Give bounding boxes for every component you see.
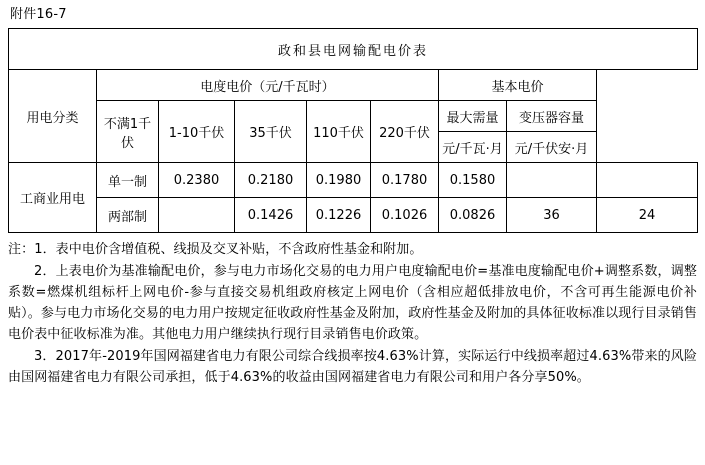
cell-single-max-demand <box>507 163 597 198</box>
cell-single-transformer-capacity <box>597 163 698 198</box>
cell-twopart-max-demand: 36 <box>507 198 597 233</box>
cell-twopart-under1kv <box>159 198 235 233</box>
header-voltage-35kv: 35千伏 <box>235 101 307 163</box>
tariff-table <box>8 28 698 233</box>
header-voltage-110kv: 110千伏 <box>307 101 371 163</box>
cell-single-1-10kv: 0.2180 <box>235 163 307 198</box>
table-header-group-row <box>9 70 698 101</box>
cell-twopart-transformer-capacity: 24 <box>597 198 698 233</box>
header-transformer-capacity: 变压器容量 <box>507 101 597 132</box>
table-title-row <box>9 29 698 70</box>
cell-single-35kv: 0.1980 <box>307 163 371 198</box>
row-subtype-single-tariff: 单一制 <box>97 163 159 198</box>
note-2: 2．上表电价为基准输配电价，参与电力市场化交易的电力用户电度输配电价=基准电度输配电价+调整系数，调整系数=燃煤机组标杆上网电价-参与直接交易机组政府核定上网电价（含相应超低排放电价，不含可再生能源电价补贴）。参与电力市场化交易的电力用户按规定征收政府性基金及附加，政府性基金及附加的具体征收标准以现行目录销售电价表中征收标准为准。其他电力用户继续执行现行目录销售电价政策。 <box>8 264 697 342</box>
attachment-number: 附件16-7 <box>10 7 67 22</box>
page-title: 政和县电网输配电价表 <box>9 29 698 70</box>
cell-twopart-35kv: 0.1226 <box>307 198 371 233</box>
cell-single-110kv: 0.1780 <box>371 163 439 198</box>
header-basic-price-group: 基本电价 <box>439 70 597 101</box>
header-voltage-1-10kv: 1-10千伏 <box>159 101 235 163</box>
cell-twopart-1-10kv: 0.1426 <box>235 198 307 233</box>
header-voltage-under-1kv: 不满1千伏 <box>97 101 159 163</box>
table-row <box>9 163 698 198</box>
table-row <box>9 198 698 233</box>
cell-twopart-220kv: 0.0826 <box>439 198 507 233</box>
header-category: 用电分类 <box>9 70 97 163</box>
unit-max-demand: 元/千瓦·月 <box>439 132 507 163</box>
header-energy-price-group: 电度电价（元/千瓦时） <box>97 70 439 101</box>
cell-single-under1kv: 0.2380 <box>159 163 235 198</box>
note-1: 注：1．表中电价含增值税、线损及交叉补贴，不含政府性基金和附加。 <box>8 242 423 257</box>
header-max-demand: 最大需量 <box>439 101 507 132</box>
row-category-industrial-commercial: 工商业用电 <box>9 163 97 233</box>
notes-section <box>8 239 697 388</box>
row-subtype-two-part-tariff: 两部制 <box>97 198 159 233</box>
note-3: 3．2017年-2019年国网福建省电力有限公司综合线损率按4.63%计算，实际运行中线损率超过4.63%带来的风险由国网福建省电力有限公司承担，低于4.63%的收益由国网福建省电力有限公司和用户各分享50%。 <box>8 349 697 385</box>
cell-single-220kv: 0.1580 <box>439 163 507 198</box>
header-voltage-220kv: 220千伏 <box>371 101 439 163</box>
cell-twopart-110kv: 0.1026 <box>371 198 439 233</box>
unit-transformer-capacity: 元/千伏安·月 <box>507 132 597 163</box>
table-header-subgroup-row <box>9 101 698 132</box>
